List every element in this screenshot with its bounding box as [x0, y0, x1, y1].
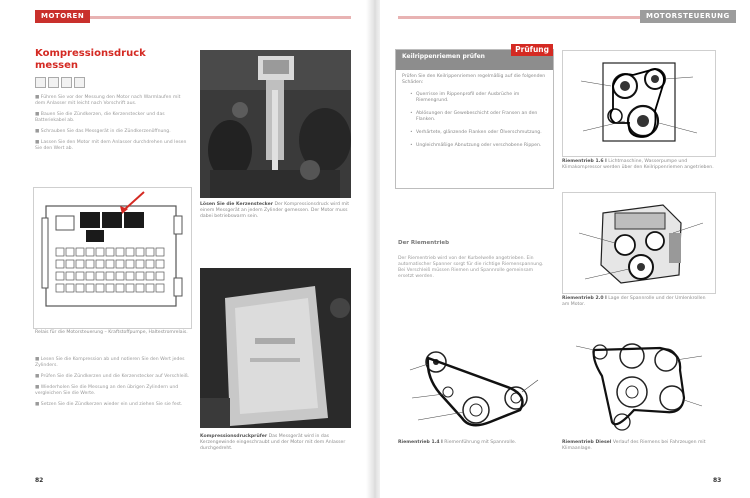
engine-photo-2: [200, 268, 351, 428]
list-item: • Ablösungen der Gewebeschicht oder Fransen an den Flanken.: [410, 111, 544, 123]
page-title: Kompressionsdruck messen: [35, 48, 146, 71]
tool-icons: [35, 77, 87, 87]
inspection-tag: Prüfung: [511, 44, 553, 56]
diagram-1-caption-title: Riementrieb 1.4 l: [398, 440, 443, 445]
engine-photo-1: [200, 50, 351, 198]
belt-diagram-2: [562, 336, 714, 434]
step: ■ Schrauben Sie das Messgerät in die Zündkerzenöffnung.: [35, 129, 171, 134]
steps-bottom: [35, 357, 190, 413]
inspection-title: Keilrippenriemen prüfen: [402, 53, 485, 60]
gauge-icon: [48, 77, 59, 88]
left-page: [0, 0, 370, 498]
section-heading: Der Riementrieb: [398, 240, 450, 246]
inspection-list: [410, 92, 544, 156]
engine-drawing-1: [562, 50, 716, 157]
photo-2-caption: [200, 434, 351, 452]
fuse-box-diagram: [33, 187, 192, 329]
belt-diagram-1-image: [398, 340, 550, 438]
belt-diagram-2-image: [562, 336, 714, 434]
fuse-box-illustration: [34, 188, 191, 328]
engine-drawing-2: [562, 192, 716, 294]
page-number-left: 82: [35, 477, 44, 484]
list-item: • Ungleichmäßige Abnutzung oder verschobene Rippen.: [410, 143, 544, 149]
engine-2-caption: [562, 296, 714, 308]
section-tag: MOTOREN: [35, 10, 90, 23]
diagram-1-caption-text: Riemenführung mit Spannrolle.: [444, 440, 517, 445]
step: ■ Lesen Sie die Kompression ab und notieren Sie den Wert jedes Zylinders.: [35, 357, 185, 368]
step: ■ Wiederholen Sie die Messung an den übrigen Zylindern und vergleichen Sie die Werte.: [35, 385, 179, 396]
inspection-intro: Prüfen Sie den Keilrippenriemen regelmäßig auf die folgenden Schäden:: [402, 74, 546, 85]
section-text: Der Riementrieb wird von der Kurbelwelle angetrieben. Ein automatischer Spanner sorgt für die richtige Riemenspannung. Bei Verschleiß müssen Riemen und Spannrolle gemeinsam ersetzt werden.: [398, 256, 544, 279]
steps-top: [35, 95, 190, 157]
inspection-box: [395, 45, 554, 189]
step: ■ Führen Sie vor der Messung den Motor nach Warmlaufen mit dem Anlasser mit leicht nach Vorschrift aus.: [35, 95, 181, 106]
engine-1-caption-text: Lichtmaschine, Wasserpumpe und Klimakompressor werden über den Keilrippenriemen angetrieben.: [562, 159, 714, 170]
engine-drawing-2-image: [563, 193, 715, 293]
header-rule-right: [398, 16, 648, 19]
photo-1-caption-title: Lösen Sie die Kerzenstecker: [200, 202, 273, 207]
engine-2-caption-title: Riementrieb 2.0 l: [562, 296, 607, 301]
list-item: • Querrisse im Rippenprofil oder Ausbrüche im Riemengrund.: [410, 92, 544, 104]
belt-2-caption: [562, 440, 714, 452]
engine-drawing-1-image: [563, 51, 715, 156]
belt-2-caption-title: Riementrieb Diesel: [562, 440, 612, 445]
step: ■ Lassen Sie den Motor mit dem Anlasser durchdrehen und lesen Sie den Wert ab.: [35, 140, 187, 151]
engine-2-caption-text: Lage der Spannrolle und der Umlenkrollen am Motor.: [562, 296, 706, 307]
wrench-icon: [35, 77, 46, 88]
step: ■ Setzen Sie die Zündkerzen wieder ein und ziehen Sie sie fest.: [35, 402, 183, 407]
engine-photo-2-image: [200, 268, 351, 428]
belt-diagram-1: [398, 340, 550, 438]
step: ■ Bauen Sie die Zündkerzen, die Kerzenstecker und das Batteriekabel ab.: [35, 112, 165, 123]
photo-1-caption-text: Der Kompressionsdruck wird mit einem Messgerät an jedem Zylinder gemessen. Der Motor muss dabei betriebswarm sein.: [200, 202, 350, 219]
engine-1-caption: [562, 159, 714, 171]
step: ■ Prüfen Sie die Zündkerzen und die Kerzenstecker auf Verschleiß.: [35, 374, 190, 379]
photo-2-caption-title: Kompressionsdruckprüfer: [200, 434, 268, 439]
fuse-caption: Relais für die Motorsteuerung – Kraftstoffpumpe, Haltestromrelais.: [35, 330, 188, 335]
page-number-right: 83: [713, 477, 722, 484]
diagram-1-caption: [398, 440, 548, 446]
list-item: • Verhärtete, glänzende Flanken oder Ölverschmutzung.: [410, 130, 544, 136]
photo-2-caption-text: Das Messgerät wird in das Kerzengewinde eingeschraubt und der Motor mit dem Anlasser durchgedreht.: [200, 434, 346, 451]
photo-1-caption: [200, 202, 351, 220]
book-icon: [61, 77, 72, 88]
engine-photo-1-image: [200, 50, 351, 198]
belt-2-caption-text: Verlauf des Riemens bei Fahrzeugen mit Klimaanlage.: [562, 440, 706, 451]
engine-1-caption-title: Riementrieb 1.6 l: [562, 159, 607, 164]
section-tag-right: MOTORSTEUERUNG: [640, 10, 736, 23]
time-icon: [74, 77, 85, 88]
